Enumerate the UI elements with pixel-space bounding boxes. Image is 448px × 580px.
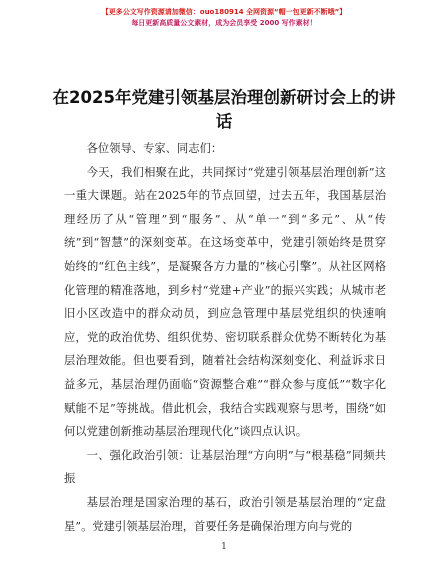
document-body bbox=[64, 137, 386, 538]
paragraph-intro: 今天，我们相聚在此，共同探讨“党建引领基层治理创新”这一重大课题。站在2025年的节点回望，过去五年，我国基层治理经历了从“管理”到“服务”、从“单一”到“多元”、从“传统”到“智慧”的深刻变革。在这场变革中，党建引领始终是贯穿始终的“红色主线”，是凝聚各方力量的“核心引擎”。从社区网格化管理的精准落地，到乡村“党建+产业”的振兴实践；从城市老旧小区改造中的群众动员，到应急管理中基层党组织的快速响应，党的政治优势、组织优势、密切联系群众优势不断转化为基层治理效能。但也要看到，随着社会结构深刻变化、利益诉求日益多元，基层治理仍面临“资源整合难”“群众参与度低”“数字化赋能不足”等挑战。借此机会，我结合实践观察与思考，围绕“如何以党建创新推动基层治理现代化”谈四点认识。 bbox=[64, 165, 386, 439]
document-title: 在2025年党建引领基层治理创新研讨会上的讲话 bbox=[52, 88, 396, 131]
page-number: 1 bbox=[221, 542, 227, 552]
promo-banner bbox=[0, 7, 448, 29]
promo-line-1: 【更多公文写作资源请加微信：ouo180914 全网资源“帽一包更新不断哦”】 bbox=[101, 8, 347, 16]
section-heading-1: 一、强化政治引领：让基层治理“方向明”与“根基稳”同频共振 bbox=[64, 448, 386, 486]
promo-line-2: 每日更新高质量公文素材，成为会员享受 2000 写作素材！ bbox=[131, 19, 317, 27]
greeting: 各位领导、专家、同志们： bbox=[86, 142, 223, 155]
paragraph-section-1: 基层治理是国家治理的基石，政治引领是基层治理的“定盘星”。党建引领基层治理，首要任务是确保治理方向与党的 bbox=[64, 495, 386, 533]
